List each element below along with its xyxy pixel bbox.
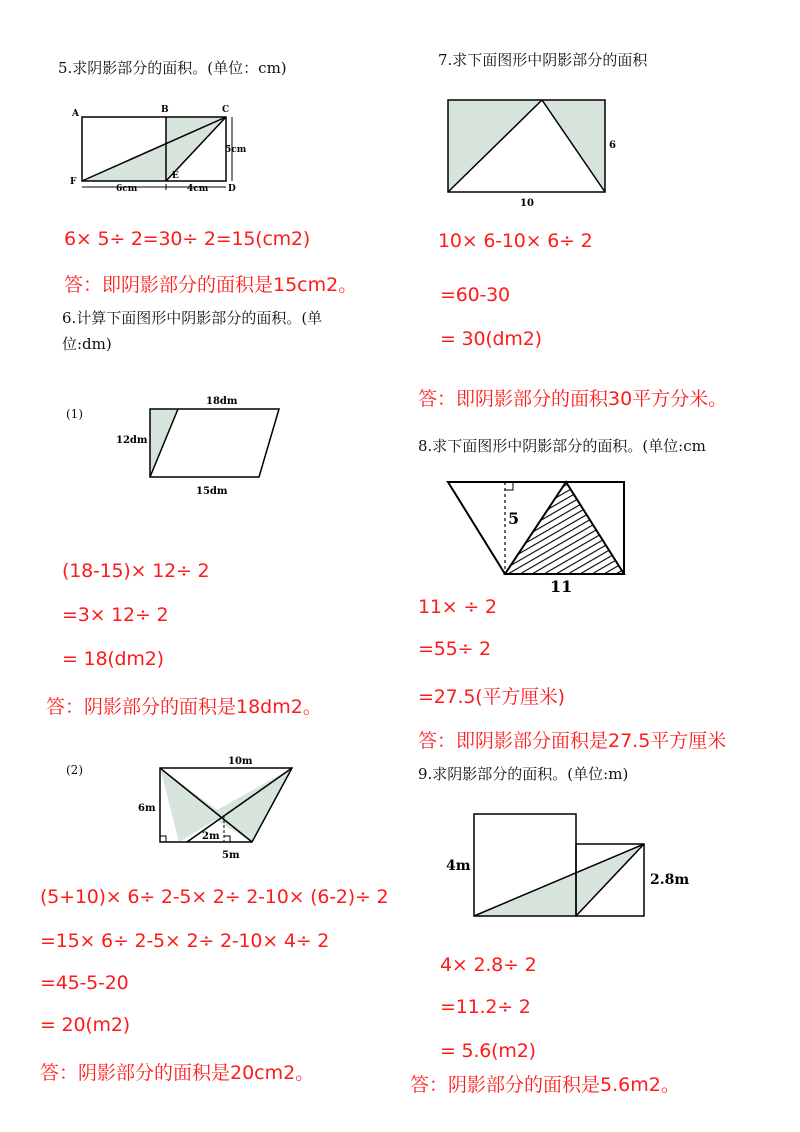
q6-part2-calc-line-4: = 20(m2) [40, 1014, 130, 1036]
q7-figure [440, 92, 630, 212]
q7-label-side: 6 [609, 140, 616, 151]
q6-part1-figure [110, 392, 310, 502]
q5-label-f: F [70, 177, 77, 187]
q9-figure [440, 806, 700, 926]
q6-part1-answer: 答：阴影部分的面积是18dm2。 [46, 696, 322, 718]
q6-part2-label-bottom: 5m [222, 850, 240, 861]
q5-calc-line-1: 6× 5÷ 2=30÷ 2=15(cm2) [64, 228, 311, 250]
q9-title: 9.求阴影部分的面积。(单位:m) [418, 765, 629, 783]
q8-calc-line-1: 11× ÷ 2 [418, 596, 497, 618]
q9-calc-line-3: = 5.6(m2) [440, 1040, 536, 1062]
q8-calc-line-2: =55÷ 2 [418, 638, 491, 660]
q6-title-line-2: 位:dm) [62, 335, 112, 353]
q5-label-d: D [228, 184, 236, 194]
q9-calc-line-2: =11.2÷ 2 [440, 996, 531, 1018]
q7-calc-line-2: =60-30 [440, 284, 510, 306]
q9-calc-line-1: 4× 2.8÷ 2 [440, 954, 537, 976]
q6-part1-calc-line-3: = 18(dm2) [62, 648, 164, 670]
q6-part2-label-top: 10m [228, 756, 253, 767]
q6-part1-label-bottom: 15dm [196, 486, 228, 497]
q6-part1-label-top: 18dm [206, 396, 238, 407]
q6-part2-answer: 答：阴影部分的面积是20cm2。 [40, 1062, 315, 1084]
q5-label-e: E [172, 171, 179, 181]
q5-label-b: B [161, 105, 169, 115]
q5-figure [60, 100, 250, 200]
q7-title: 7.求下面图形中阴影部分的面积 [438, 51, 648, 69]
q6-part1-label-left: 12dm [116, 435, 148, 446]
q6-title-line-1: 6.计算下面图形中阴影部分的面积。(单 [62, 309, 323, 327]
q7-calc-line-3: = 30(dm2) [440, 328, 542, 350]
q7-label-bottom: 10 [520, 198, 534, 209]
q8-title: 8.求下面图形中阴影部分的面积。(单位:cm [418, 437, 706, 455]
q5-answer: 答：即阴影部分的面积是15cm2。 [64, 274, 358, 296]
q6-part1-calc-line-2: =3× 12÷ 2 [62, 604, 169, 626]
q5-label-a: A [72, 109, 79, 119]
q6-part2-label-inner: 2m [202, 831, 220, 842]
q7-answer: 答：即阴影部分的面积30平方分米。 [418, 388, 728, 410]
q6-part2-calc-line-2: =15× 6÷ 2-5× 2÷ 2-10× 4÷ 2 [40, 930, 330, 952]
q7-calc-line-1: 10× 6-10× 6÷ 2 [438, 230, 593, 252]
q5-label-height: 5cm [225, 145, 247, 155]
q5-label-c: C [222, 105, 230, 115]
q6-part2-figure [132, 752, 312, 872]
q6-part2-calc-line-3: =45-5-20 [40, 972, 129, 994]
q5-label-4cm: 4cm [187, 184, 209, 194]
q5-title: 5.求阴影部分的面积。(单位：cm) [58, 59, 287, 77]
q6-part1-calc-line-1: (18-15)× 12÷ 2 [62, 560, 210, 582]
q8-label-height: 5 [508, 509, 520, 528]
q6-part2-label-left: 6m [138, 803, 156, 814]
q9-label-right: 2.8m [650, 872, 690, 888]
q8-figure [440, 474, 640, 600]
q6-part1-marker: (1) [66, 407, 83, 421]
q9-answer: 答：阴影部分的面积是5.6m2。 [410, 1074, 680, 1096]
q5-label-6cm: 6cm [116, 184, 138, 194]
q6-part2-calc-line-1: (5+10)× 6÷ 2-5× 2÷ 2-10× (6-2)÷ 2 [40, 886, 389, 908]
q8-calc-line-3: =27.5(平方厘米) [418, 686, 565, 708]
q8-label-bottom: 11 [550, 577, 573, 596]
q6-part2-marker: (2) [66, 763, 83, 777]
q8-answer: 答：即阴影部分面积是27.5平方厘米 [418, 730, 727, 752]
q9-label-left: 4m [446, 858, 471, 874]
